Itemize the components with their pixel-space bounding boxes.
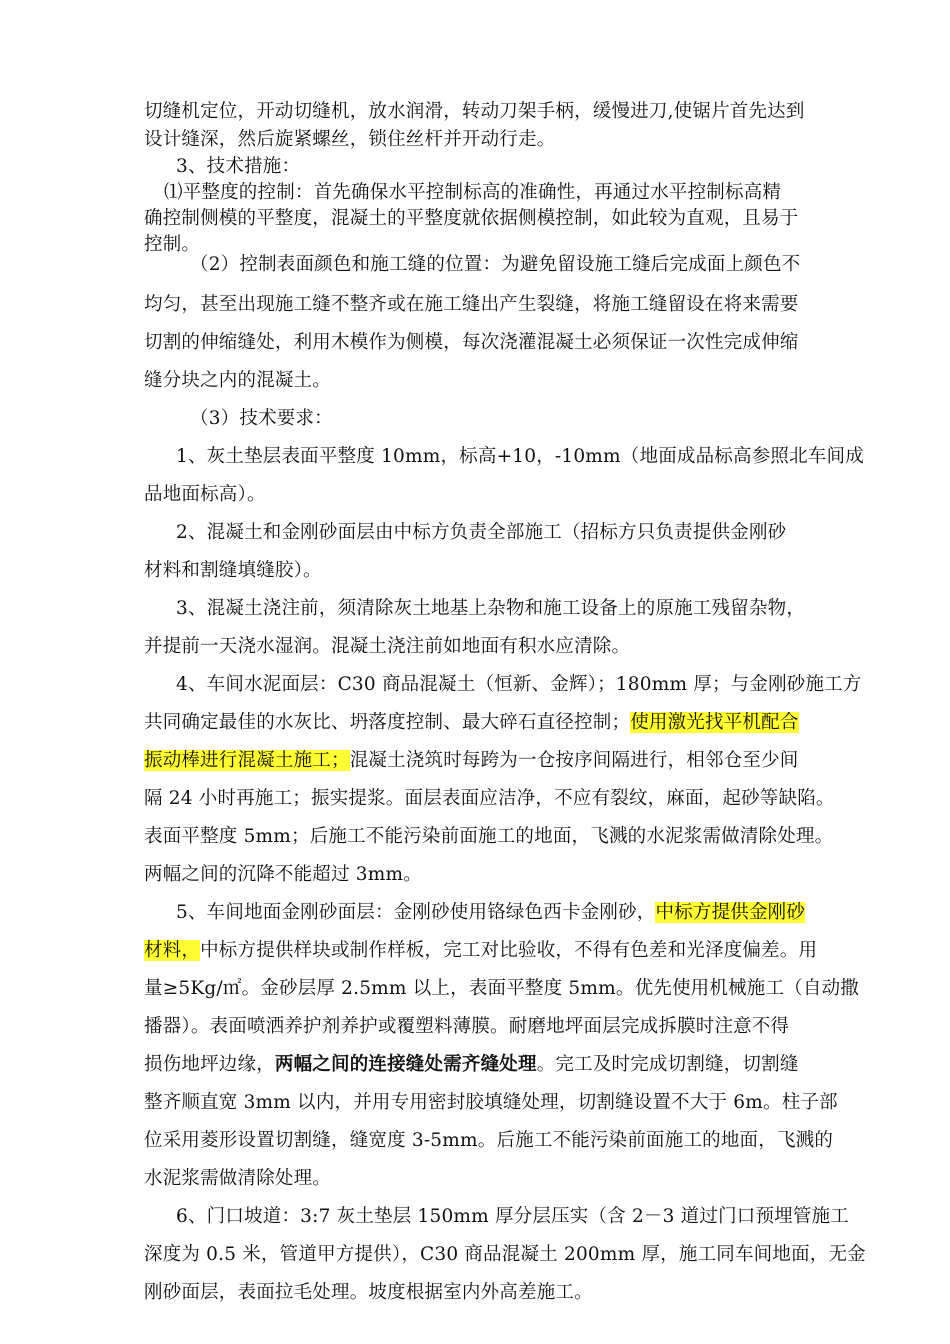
text-line: 2、混凝土和金刚砂面层由中标方负责全部施工（招标方只负责提供金刚砂 bbox=[176, 522, 787, 543]
text-line bbox=[144, 1050, 799, 1076]
highlighted-text: 振动棒进行混凝土施工； bbox=[144, 750, 350, 771]
text-line bbox=[144, 708, 799, 734]
text-line: 整齐顺直宽 3mm 以内，并用专用密封胶填缝处理，切割缝设置不大于 6m。柱子部 bbox=[144, 1092, 838, 1113]
text-line: 两幅之间的沉降不能超过 3mm。 bbox=[144, 864, 422, 885]
text-run: 损伤地坪边缘， bbox=[144, 1054, 275, 1075]
text-line: 水泥浆需做清除处理。 bbox=[144, 1168, 332, 1189]
text-line bbox=[176, 898, 805, 924]
text-line: 播器）。表面喷洒养护剂养护或覆塑料薄膜。耐磨地坪面层完成拆膜时注意不得 bbox=[144, 1016, 790, 1037]
text-line: 切割的伸缩缝处，利用木模作为侧模，每次浇灌混凝土必须保证一次性完成伸缩 bbox=[144, 332, 799, 353]
text-line: 隔 24 小时再施工；振实提浆。面层表面应洁净，不应有裂纹，麻面，起砂等缺陷。 bbox=[144, 788, 835, 809]
text-line: 控制。 bbox=[144, 234, 201, 255]
text-line: 1、灰土垫层表面平整度 10mm，标高+10，-10mm（地面成品标高参照北车间成 bbox=[176, 446, 864, 467]
text-line: （2）控制表面颜色和施工缝的位置：为避免留设施工缝后完成面上颜色不 bbox=[190, 254, 801, 275]
text-line: 刚砂面层，表面拉毛处理。坡度根据室内外高差施工。 bbox=[144, 1282, 593, 1303]
highlighted-text: 中标方提供金刚砂 bbox=[655, 902, 806, 923]
text-line: 表面平整度 5mm；后施工不能污染前面施工的地面，飞溅的水泥浆需做清除处理。 bbox=[144, 826, 834, 847]
text-line: 设计缝深，然后旋紧螺丝，锁住丝杆并开动行走。 bbox=[144, 129, 556, 150]
text-run: 。完工及时完成切割缝，切割缝 bbox=[536, 1054, 799, 1075]
text-run: 中标方提供样块或制作样板，完工对比验收，不得有色差和光泽度偏差。用 bbox=[200, 940, 818, 961]
text-line: 3、混凝土浇注前，须清除灰土地基上杂物和施工设备上的原施工残留杂物， bbox=[176, 598, 806, 619]
text-line: 缝分块之内的混凝土。 bbox=[144, 370, 332, 391]
text-line: 量≥5Kg/㎡。金砂层厚 2.5mm 以上，表面平整度 5mm。优先使用机械施工（自动撒 bbox=[144, 978, 859, 999]
text-line: 确控制侧模的平整度，混凝土的平整度就依据侧模控制，如此较为直观，且易于 bbox=[144, 208, 799, 229]
text-line: 6、门口坡道：3:7 灰土垫层 150mm 厚分层压实（含 2－3 道过门口预埋管施工 bbox=[176, 1206, 849, 1227]
text-line: 品地面标高）。 bbox=[144, 484, 266, 505]
text-run: 5、车间地面金刚砂面层：金刚砂使用铬绿色西卡金刚砂， bbox=[176, 902, 656, 923]
highlighted-text: 使用激光找平机配合 bbox=[630, 712, 799, 733]
text-line: 并提前一天浇水湿润。混凝土浇注前如地面有积水应清除。 bbox=[144, 636, 631, 657]
text-line: 深度为 0.5 米，管道甲方提供），C30 商品混凝土 200mm 厚，施工同车间地面，无金 bbox=[144, 1244, 866, 1265]
bold-text: 两幅之间的连接缝处需齐缝处理 bbox=[274, 1054, 537, 1075]
text-line bbox=[144, 936, 817, 962]
text-line: ⑴平整度的控制：首先确保水平控制标高的准确性，再通过水平控制标高精 bbox=[164, 182, 782, 203]
highlighted-text: 材料， bbox=[144, 940, 201, 961]
subsection-heading: （3）技术要求： bbox=[190, 408, 333, 429]
text-line: 切缝机定位，开动切缝机，放水润滑，转动刀架手柄，缓慢进刀,使锯片首先达到 bbox=[144, 101, 805, 122]
text-line bbox=[144, 746, 799, 772]
text-line: 均匀，甚至出现施工缝不整齐或在施工缝出产生裂缝，将施工缝留设在将来需要 bbox=[144, 294, 799, 315]
text-line: 位采用菱形设置切割缝，缝宽度 3-5mm。后施工不能污染前面施工的地面，飞溅的 bbox=[144, 1130, 834, 1151]
text-line: 材料和割缝填缝胶）。 bbox=[144, 560, 322, 581]
text-run: 共同确定最佳的水灰比、坍落度控制、最大碎石直径控制； bbox=[144, 712, 631, 733]
section-heading: 3、技术措施： bbox=[176, 156, 301, 177]
text-line: 4、车间水泥面层：C30 商品混凝土（恒新、金辉）；180mm 厚；与金刚砂施工方 bbox=[176, 674, 862, 695]
text-run: 混凝土浇筑时每跨为一仓按序间隔进行，相邻仓至少间 bbox=[349, 750, 799, 771]
